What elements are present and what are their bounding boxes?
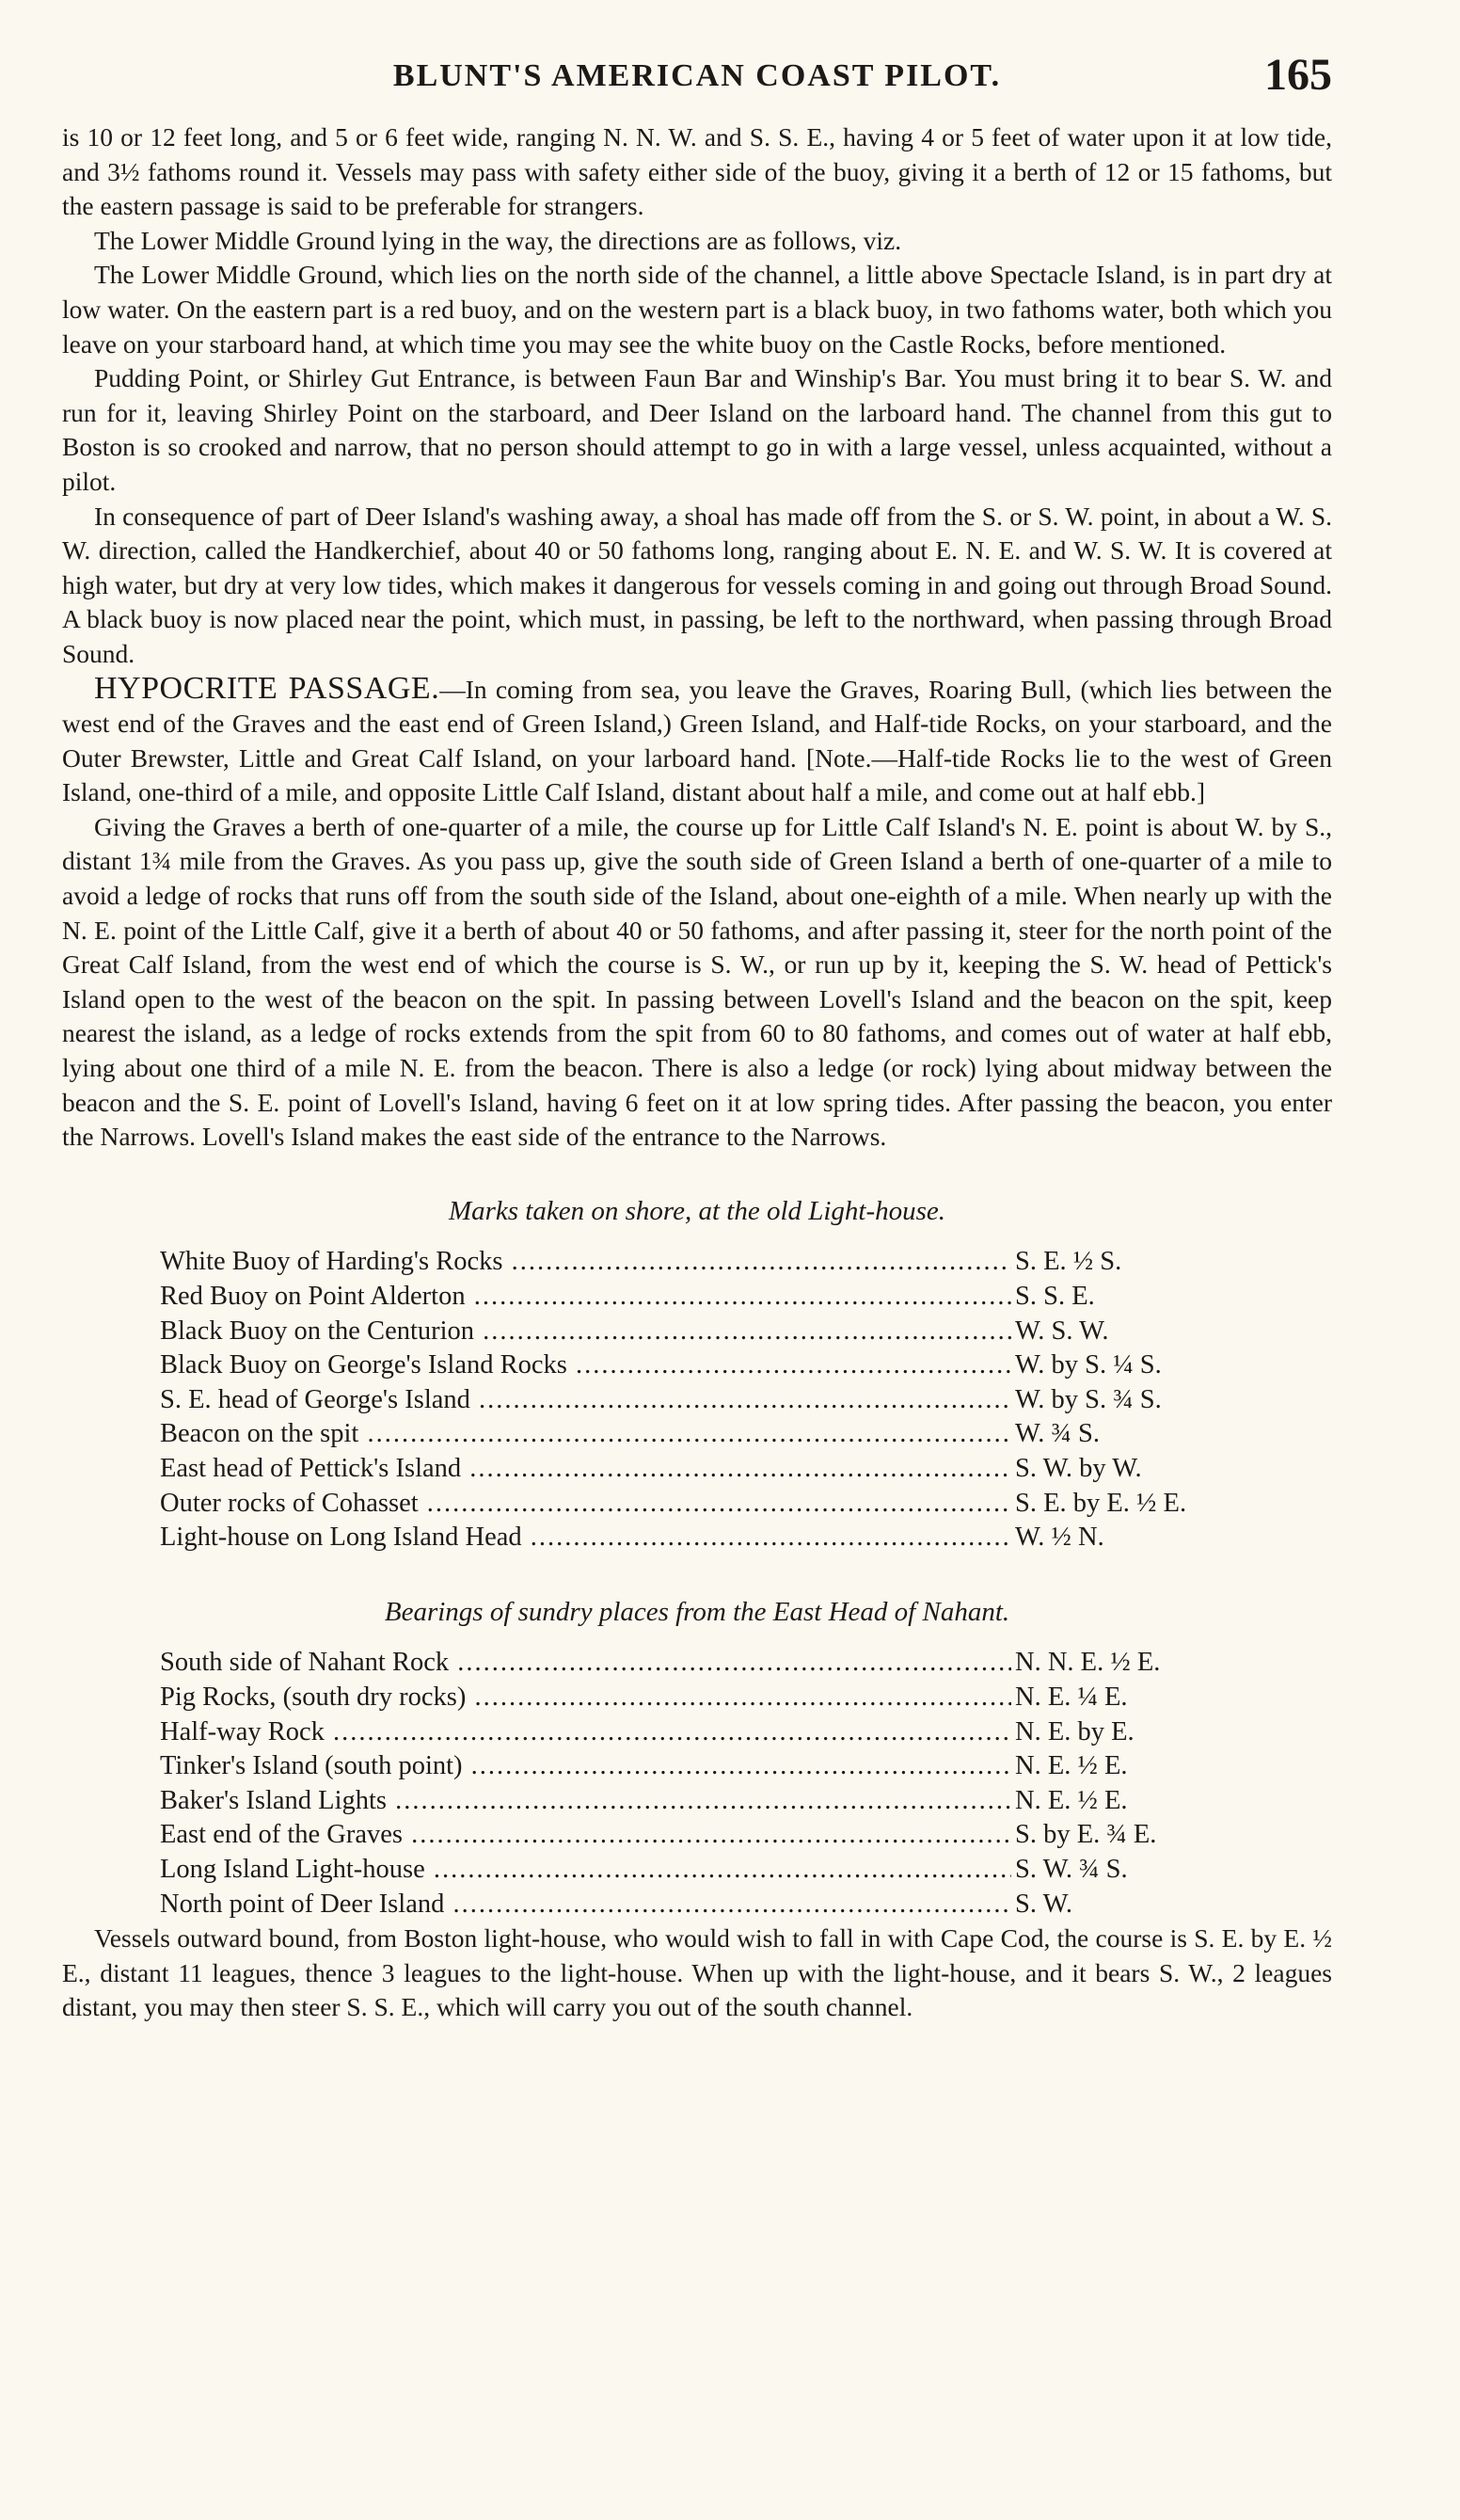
paragraph: Vessels outward bound, from Boston light-house, who would wish to fall in with Cape Cod, the course is S. E. by E. ½ E., distant 11 leagues, thence 3 leagues to the light-house. When up with the light-house, and it bears S. W., 2 leagues distant, you may then steer S. S. E., which will carry you out of the south channel.	[62, 1923, 1332, 2022]
place-name: Long Island Light-house .....	[160, 1853, 1011, 1888]
compass-bearing: N. E. by E.	[1015, 1716, 1135, 1746]
compass-bearing: S. E. by E. ½ E.	[1015, 1488, 1187, 1518]
paragraph-text: —In coming from sea, you leave the Graves, Roaring Bull, (which lies between the west end of the Graves and the east end of Green Island,) Green Island, and Half-tide Rocks, on your starboard, and the Outer Brewster, Little and Great Calf Island, on your larboard hand. [Note.—Half-tide Rocks lie to the west of Green Island, one-third of a mile, and opposite Little Calf Island, distant about half a mile, and come out at half ebb.]	[62, 674, 1332, 807]
compass-bearing: W. ½ N.	[1015, 1523, 1104, 1553]
bearings-table-title: Bearings of sundry places from the East Head of Nahant.	[384, 1596, 1010, 1627]
compass-bearing: W. by S. ¾ S.	[1015, 1384, 1162, 1414]
place-name: Pig Rocks, (south dry rocks) .....	[160, 1681, 1011, 1715]
place-name: White Buoy of Harding's Rocks .....	[160, 1245, 1011, 1280]
place-name: Light-house on Long Island Head .....	[160, 1521, 1011, 1555]
section-heading: HYPOCRITE PASSAGE.	[94, 670, 440, 706]
compass-bearing: S. W. by W.	[1015, 1453, 1142, 1483]
table-row	[160, 1646, 1214, 1681]
compass-bearing: W. S. W.	[1015, 1316, 1109, 1346]
place-name: Black Buoy on George's Island Rocks .....	[160, 1348, 1011, 1383]
compass-bearing: N. E. ¼ E.	[1015, 1682, 1128, 1712]
table-row	[160, 1888, 1214, 1922]
paragraph: Pudding Point, or Shirley Gut Entrance, is between Faun Bar and Winship's Bar. You must bring it to bear S. W. and run for it, leaving Shirley Point on the starboard, and Deer Island on the larboard hand. The channel from this gut to Boston is so crooked and narrow, that no person should attempt to go in with a large vessel, unless acquainted, without a pilot.	[62, 363, 1332, 496]
paragraph: The Lower Middle Ground lying in the way, the directions are as follows, viz.	[94, 225, 902, 255]
running-title: BLUNT'S AMERICAN COAST PILOT.	[392, 58, 1002, 93]
paragraph: The Lower Middle Ground, which lies on the north side of the channel, a little above Spectacle Island, is in part dry at low water. On the eastern part is a red buoy, and on the western part is a black buoy, in two fathoms water, both which you leave on your starboard hand, at which time you may see the white buoy on the Castle Rocks, before mentioned.	[62, 260, 1332, 359]
compass-bearing: S. W. ¾ S.	[1015, 1854, 1128, 1884]
place-name: Half-way Rock .....	[160, 1715, 1011, 1750]
table-row	[160, 1348, 1214, 1383]
compass-bearing: S. by E. ¾ E.	[1015, 1820, 1157, 1850]
place-name: Black Buoy on the Centurion .....	[160, 1315, 1011, 1349]
body-text	[62, 120, 1332, 2025]
compass-bearing: N. E. ½ E.	[1015, 1751, 1128, 1781]
place-name: North point of Deer Island .....	[160, 1888, 1011, 1922]
place-name: East head of Pettick's Island .....	[160, 1452, 1011, 1487]
paragraph	[62, 672, 1332, 810]
marks-table-title: Marks taken on shore, at the old Light-house.	[448, 1195, 946, 1226]
table-row	[160, 1417, 1214, 1452]
table-row	[160, 1452, 1214, 1487]
table-row	[160, 1681, 1214, 1715]
table-row	[160, 1521, 1214, 1555]
compass-bearing: S. W.	[1015, 1889, 1072, 1919]
place-name: Beacon on the spit .....	[160, 1417, 1011, 1452]
table-row	[160, 1383, 1214, 1418]
bearings-table	[160, 1646, 1214, 1922]
compass-bearing: S. S. E.	[1015, 1282, 1095, 1311]
place-name: Red Buoy on Point Alderton .....	[160, 1280, 1011, 1315]
page-header	[62, 49, 1332, 111]
table-row	[160, 1818, 1214, 1853]
table-row	[160, 1784, 1214, 1819]
place-name: Baker's Island Lights .....	[160, 1784, 1011, 1819]
place-name: South side of Nahant Rock .....	[160, 1646, 1011, 1681]
compass-bearing: W. ¾ S.	[1015, 1419, 1101, 1449]
place-name: East end of the Graves .....	[160, 1818, 1011, 1853]
place-name: S. E. head of George's Island .....	[160, 1383, 1011, 1418]
marks-table	[160, 1245, 1214, 1555]
compass-bearing: W. by S. ¼ S.	[1015, 1350, 1162, 1380]
place-name: Tinker's Island (south point) .....	[160, 1749, 1011, 1784]
table-row	[160, 1280, 1214, 1315]
table-row	[160, 1853, 1214, 1888]
page-number: 165	[1264, 50, 1332, 100]
compass-bearing: N. E. ½ E.	[1015, 1785, 1128, 1815]
table-row	[160, 1715, 1214, 1750]
paragraph: Giving the Graves a berth of one-quarter of a mile, the course up for Little Calf Island's N. E. point is about W. by S., distant 1¾ mile from the Graves. As you pass up, give the south side of Green Island a berth of one-quarter of a mile to avoid a ledge of rocks that runs off from the south side of the Island, about one-eighth of a mile. When nearly up with the N. E. point of the Little Calf, give it a berth of about 40 or 50 fathoms, and after passing it, steer for the north point of the Great Calf Island, from the west end of which the course is S. W., or run up by it, keeping the S. W. head of Pettick's Island open to the west of the beacon on the spit. In passing between Lovell's Island and the beacon on the spit, keep nearest the island, as a ledge of rocks extends from the spit from 60 to 80 fathoms, and comes out of water at half ebb, lying about one third of a mile N. E. from the beacon. There is also a ledge (or rock) lying about midway between the beacon and the S. E. point of Lovell's Island, having 6 feet on it at low spring tides. After passing the beacon, you enter the Narrows. Lovell's Island makes the east side of the entrance to the Narrows.	[62, 811, 1332, 1152]
table-row	[160, 1749, 1214, 1784]
table-row	[160, 1315, 1214, 1349]
table-row	[160, 1245, 1214, 1280]
table-row	[160, 1487, 1214, 1522]
paragraph: is 10 or 12 feet long, and 5 or 6 feet wide, ranging N. N. W. and S. S. E., having 4 or 5 feet of water upon it at low tide, and 3½ fathoms round it. Vessels may pass with safety either side of the buoy, giving it a berth of 12 or 15 fathoms, but the eastern passage is said to be preferable for strangers.	[62, 122, 1332, 221]
compass-bearing: N. N. E. ½ E.	[1015, 1648, 1161, 1678]
paragraph: In consequence of part of Deer Island's washing away, a shoal has made off from the S. or S. W. point, in about a W. S. W. direction, called the Handkerchief, about 40 or 50 fathoms long, ranging about E. N. E. and W. S. W. It is covered at high water, but dry at very low tides, which makes it dangerous for vessels coming in and going out through Broad Sound. A black buoy is now placed near the point, which must, in passing, be left to the northward, when passing through Broad Sound.	[62, 501, 1332, 668]
compass-bearing: S. E. ½ S.	[1015, 1247, 1122, 1277]
place-name: Outer rocks of Cohasset .....	[160, 1487, 1011, 1522]
